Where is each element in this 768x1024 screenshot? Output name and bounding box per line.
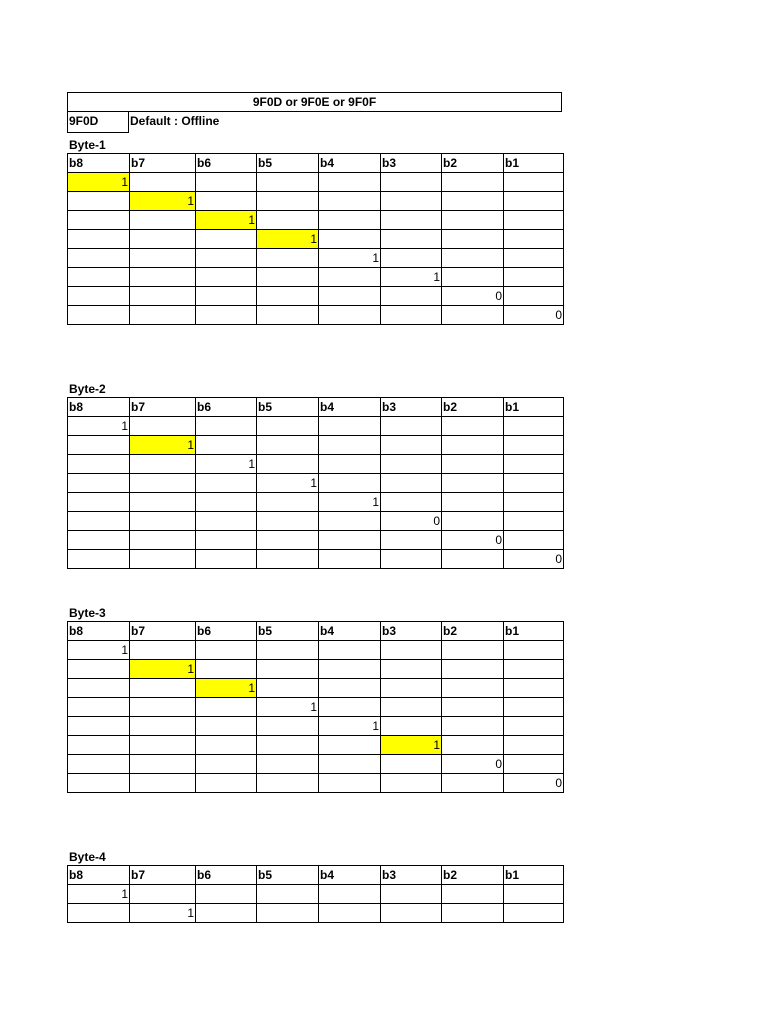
bit-cell — [68, 660, 130, 679]
bit-cell — [68, 550, 130, 569]
column-header: b4 — [319, 622, 381, 641]
bit-cell — [196, 531, 257, 550]
bit-cell: 1 — [319, 717, 381, 736]
bit-cell: 1 — [130, 436, 196, 455]
table-row — [68, 698, 564, 717]
bit-cell — [257, 736, 319, 755]
column-header: b8 — [68, 398, 130, 417]
column-header: b5 — [257, 154, 319, 173]
bit-cell — [196, 249, 257, 268]
bit-cell — [257, 455, 319, 474]
column-header: b6 — [196, 866, 257, 885]
bit-cell — [442, 230, 504, 249]
column-header: b2 — [442, 154, 504, 173]
bit-cell — [196, 173, 257, 192]
bit-cell: 1 — [68, 641, 130, 660]
bit-cell — [196, 436, 257, 455]
bit-cell: 0 — [504, 306, 564, 325]
bit-cell — [381, 717, 442, 736]
bit-cell — [68, 717, 130, 736]
bit-cell — [442, 455, 504, 474]
bit-cell — [319, 173, 381, 192]
bit-table — [67, 397, 564, 569]
table-row — [68, 287, 564, 306]
bit-cell — [381, 641, 442, 660]
bit-cell — [130, 698, 196, 717]
column-header: b3 — [381, 398, 442, 417]
bit-cell — [196, 755, 257, 774]
bit-cell — [319, 679, 381, 698]
bit-cell: 1 — [257, 474, 319, 493]
bit-cell — [381, 306, 442, 325]
table-row — [68, 249, 564, 268]
bit-cell — [196, 660, 257, 679]
bit-cell — [442, 660, 504, 679]
bit-cell — [504, 417, 564, 436]
bit-cell — [130, 550, 196, 569]
table-row — [68, 268, 564, 287]
bit-cell: 1 — [196, 679, 257, 698]
bit-cell — [319, 660, 381, 679]
bit-cell: 1 — [257, 698, 319, 717]
bit-cell — [257, 512, 319, 531]
table-row — [68, 660, 564, 679]
bit-cell — [319, 230, 381, 249]
bit-cell — [130, 641, 196, 660]
column-header: b1 — [504, 866, 564, 885]
bit-cell — [319, 474, 381, 493]
bit-cell — [504, 436, 564, 455]
column-header: b2 — [442, 866, 504, 885]
bit-cell — [130, 173, 196, 192]
bit-cell — [442, 550, 504, 569]
bit-cell — [68, 287, 130, 306]
bit-cell — [130, 249, 196, 268]
bit-cell — [504, 211, 564, 230]
header-row — [68, 866, 564, 885]
sheet-title: 9F0D or 9F0E or 9F0F — [67, 92, 562, 112]
bit-cell — [196, 641, 257, 660]
bit-cell — [381, 885, 442, 904]
bit-cell — [196, 885, 257, 904]
column-header: b4 — [319, 398, 381, 417]
bit-cell — [130, 679, 196, 698]
bit-cell: 0 — [442, 287, 504, 306]
column-header: b5 — [257, 398, 319, 417]
bit-cell — [442, 904, 504, 923]
tag-code-cell: 9F0D — [67, 112, 129, 133]
bit-cell: 1 — [196, 455, 257, 474]
bit-cell — [504, 173, 564, 192]
bit-cell — [130, 287, 196, 306]
bit-cell — [381, 698, 442, 717]
column-header: b4 — [319, 866, 381, 885]
bit-cell — [381, 455, 442, 474]
table-row — [68, 436, 564, 455]
bit-cell — [381, 230, 442, 249]
bit-cell: 0 — [442, 531, 504, 550]
bit-cell: 1 — [381, 736, 442, 755]
column-header: b7 — [130, 154, 196, 173]
bit-cell — [319, 455, 381, 474]
bit-cell — [130, 755, 196, 774]
bit-cell — [319, 436, 381, 455]
bit-cell — [381, 173, 442, 192]
bit-cell — [257, 755, 319, 774]
bit-cell — [381, 550, 442, 569]
table-row — [68, 417, 564, 436]
bit-cell — [68, 698, 130, 717]
column-header: b3 — [381, 622, 442, 641]
table-row — [68, 455, 564, 474]
bit-cell — [196, 192, 257, 211]
bit-cell — [442, 493, 504, 512]
bit-cell — [257, 885, 319, 904]
bit-cell — [130, 531, 196, 550]
table-row — [68, 173, 564, 192]
bit-cell — [130, 306, 196, 325]
bit-cell — [257, 436, 319, 455]
bit-cell — [504, 268, 564, 287]
bit-cell — [68, 904, 130, 923]
bit-cell — [442, 641, 504, 660]
bit-cell — [257, 287, 319, 306]
bit-table — [67, 153, 564, 325]
bit-cell — [130, 474, 196, 493]
bit-cell — [130, 268, 196, 287]
column-header: b3 — [381, 866, 442, 885]
bit-cell — [442, 417, 504, 436]
bit-cell — [381, 417, 442, 436]
bit-cell — [68, 230, 130, 249]
bit-cell — [257, 249, 319, 268]
bit-cell: 1 — [196, 211, 257, 230]
bit-cell — [130, 736, 196, 755]
column-header: b1 — [504, 622, 564, 641]
bit-cell — [442, 679, 504, 698]
bit-cell — [381, 531, 442, 550]
bit-cell — [68, 474, 130, 493]
bit-cell — [381, 904, 442, 923]
bit-cell — [196, 230, 257, 249]
bit-cell — [319, 211, 381, 230]
bit-cell — [130, 211, 196, 230]
column-header: b6 — [196, 154, 257, 173]
table-row — [68, 474, 564, 493]
bit-cell: 1 — [130, 904, 196, 923]
bit-cell — [196, 550, 257, 569]
bit-cell — [68, 436, 130, 455]
bit-cell: 0 — [442, 755, 504, 774]
bit-cell — [319, 885, 381, 904]
bit-cell — [257, 211, 319, 230]
bit-cell — [442, 306, 504, 325]
column-header: b8 — [68, 866, 130, 885]
column-header: b8 — [68, 154, 130, 173]
bit-cell — [504, 755, 564, 774]
byte-label: Byte-4 — [69, 850, 106, 864]
bit-cell — [504, 698, 564, 717]
bit-cell: 1 — [130, 660, 196, 679]
bit-cell — [504, 641, 564, 660]
bit-cell — [130, 230, 196, 249]
bit-cell — [442, 211, 504, 230]
bit-cell — [504, 192, 564, 211]
bit-cell — [257, 774, 319, 793]
bit-cell — [442, 173, 504, 192]
bit-cell — [257, 306, 319, 325]
bit-cell — [257, 173, 319, 192]
bit-cell — [68, 531, 130, 550]
bit-cell — [504, 493, 564, 512]
bit-cell — [442, 885, 504, 904]
bit-cell — [196, 268, 257, 287]
table-row — [68, 192, 564, 211]
bit-cell — [442, 774, 504, 793]
bit-cell: 1 — [68, 885, 130, 904]
bit-cell — [68, 249, 130, 268]
byte-label: Byte-2 — [69, 382, 106, 396]
bit-cell — [196, 512, 257, 531]
bit-cell — [68, 679, 130, 698]
bit-cell — [257, 192, 319, 211]
table-row — [68, 512, 564, 531]
bit-cell — [68, 755, 130, 774]
bit-cell: 1 — [381, 268, 442, 287]
bit-cell — [130, 717, 196, 736]
bit-cell — [442, 736, 504, 755]
bit-cell — [196, 474, 257, 493]
bit-cell — [130, 512, 196, 531]
bit-cell — [257, 550, 319, 569]
column-header: b7 — [130, 866, 196, 885]
bit-cell — [381, 287, 442, 306]
bit-cell — [257, 268, 319, 287]
bit-cell: 1 — [319, 493, 381, 512]
default-label: Default : Offline — [130, 114, 220, 128]
table-row — [68, 550, 564, 569]
bit-cell — [68, 493, 130, 512]
bit-cell — [68, 192, 130, 211]
bit-cell — [319, 192, 381, 211]
table-row — [68, 211, 564, 230]
column-header: b7 — [130, 398, 196, 417]
bit-cell — [442, 249, 504, 268]
bit-cell: 1 — [68, 417, 130, 436]
table-row — [68, 531, 564, 550]
bit-cell — [504, 455, 564, 474]
column-header: b5 — [257, 866, 319, 885]
bit-cell — [196, 287, 257, 306]
bit-cell — [319, 774, 381, 793]
bit-cell — [130, 417, 196, 436]
bit-cell — [257, 641, 319, 660]
bit-cell — [319, 698, 381, 717]
bit-cell: 0 — [504, 774, 564, 793]
bit-cell — [319, 641, 381, 660]
bit-cell — [319, 512, 381, 531]
bit-cell — [319, 531, 381, 550]
column-header: b7 — [130, 622, 196, 641]
bit-cell: 1 — [68, 173, 130, 192]
byte-label: Byte-1 — [69, 138, 106, 152]
bit-cell: 1 — [257, 230, 319, 249]
bit-cell — [504, 660, 564, 679]
bit-cell — [504, 230, 564, 249]
bit-cell — [130, 885, 196, 904]
bit-cell — [381, 755, 442, 774]
bit-cell: 1 — [319, 249, 381, 268]
bit-cell — [196, 717, 257, 736]
bit-cell — [319, 736, 381, 755]
bit-cell — [68, 512, 130, 531]
bit-cell — [504, 531, 564, 550]
table-row — [68, 904, 564, 923]
table-row — [68, 774, 564, 793]
table-row — [68, 717, 564, 736]
column-header: b5 — [257, 622, 319, 641]
bit-cell — [442, 192, 504, 211]
bit-cell — [381, 436, 442, 455]
bit-cell — [319, 287, 381, 306]
column-header: b4 — [319, 154, 381, 173]
bit-cell — [319, 306, 381, 325]
bit-cell — [196, 774, 257, 793]
bit-cell — [381, 679, 442, 698]
header-row — [68, 398, 564, 417]
bit-cell — [504, 249, 564, 268]
bit-cell — [68, 774, 130, 793]
bit-cell — [68, 736, 130, 755]
bit-table — [67, 865, 564, 923]
bit-cell — [319, 268, 381, 287]
bit-cell — [68, 211, 130, 230]
bit-cell — [257, 679, 319, 698]
bit-cell — [257, 493, 319, 512]
bit-cell — [196, 904, 257, 923]
bit-cell — [196, 736, 257, 755]
bit-cell — [196, 698, 257, 717]
bit-cell — [504, 679, 564, 698]
bit-cell — [381, 249, 442, 268]
bit-cell — [381, 474, 442, 493]
column-header: b2 — [442, 622, 504, 641]
bit-cell — [130, 493, 196, 512]
bit-cell — [381, 660, 442, 679]
bit-cell — [257, 531, 319, 550]
bit-cell: 1 — [130, 192, 196, 211]
bit-cell — [381, 211, 442, 230]
bit-cell — [68, 268, 130, 287]
header-row — [68, 622, 564, 641]
bit-cell — [442, 717, 504, 736]
bit-cell — [504, 885, 564, 904]
bit-cell — [196, 493, 257, 512]
bit-cell — [257, 417, 319, 436]
bit-cell — [504, 717, 564, 736]
column-header: b6 — [196, 398, 257, 417]
bit-cell: 0 — [381, 512, 442, 531]
column-header: b1 — [504, 398, 564, 417]
bit-cell — [442, 512, 504, 531]
header-row — [68, 154, 564, 173]
bit-cell — [442, 436, 504, 455]
bit-cell — [504, 287, 564, 306]
bit-cell — [68, 306, 130, 325]
bit-cell — [504, 904, 564, 923]
table-row — [68, 306, 564, 325]
bit-cell — [319, 755, 381, 774]
column-header: b6 — [196, 622, 257, 641]
bit-cell — [504, 736, 564, 755]
bit-cell — [442, 474, 504, 493]
bit-cell — [68, 455, 130, 474]
table-row — [68, 885, 564, 904]
column-header: b1 — [504, 154, 564, 173]
column-header: b8 — [68, 622, 130, 641]
bit-table — [67, 621, 564, 793]
bit-cell — [319, 550, 381, 569]
bit-cell — [257, 717, 319, 736]
table-row — [68, 679, 564, 698]
bit-cell — [130, 774, 196, 793]
bit-cell — [504, 512, 564, 531]
bit-cell: 0 — [504, 550, 564, 569]
bit-cell — [257, 660, 319, 679]
table-row — [68, 230, 564, 249]
table-row — [68, 755, 564, 774]
bit-cell — [381, 774, 442, 793]
table-row — [68, 641, 564, 660]
table-row — [68, 736, 564, 755]
column-header: b2 — [442, 398, 504, 417]
byte-label: Byte-3 — [69, 606, 106, 620]
column-header: b3 — [381, 154, 442, 173]
bit-cell — [442, 698, 504, 717]
table-row — [68, 493, 564, 512]
bit-cell — [319, 904, 381, 923]
bit-cell — [319, 417, 381, 436]
bit-cell — [381, 192, 442, 211]
bit-cell — [196, 417, 257, 436]
bit-cell — [442, 268, 504, 287]
bit-cell — [196, 306, 257, 325]
bit-cell — [257, 904, 319, 923]
bit-cell — [130, 455, 196, 474]
bit-cell — [381, 493, 442, 512]
bit-cell — [504, 474, 564, 493]
